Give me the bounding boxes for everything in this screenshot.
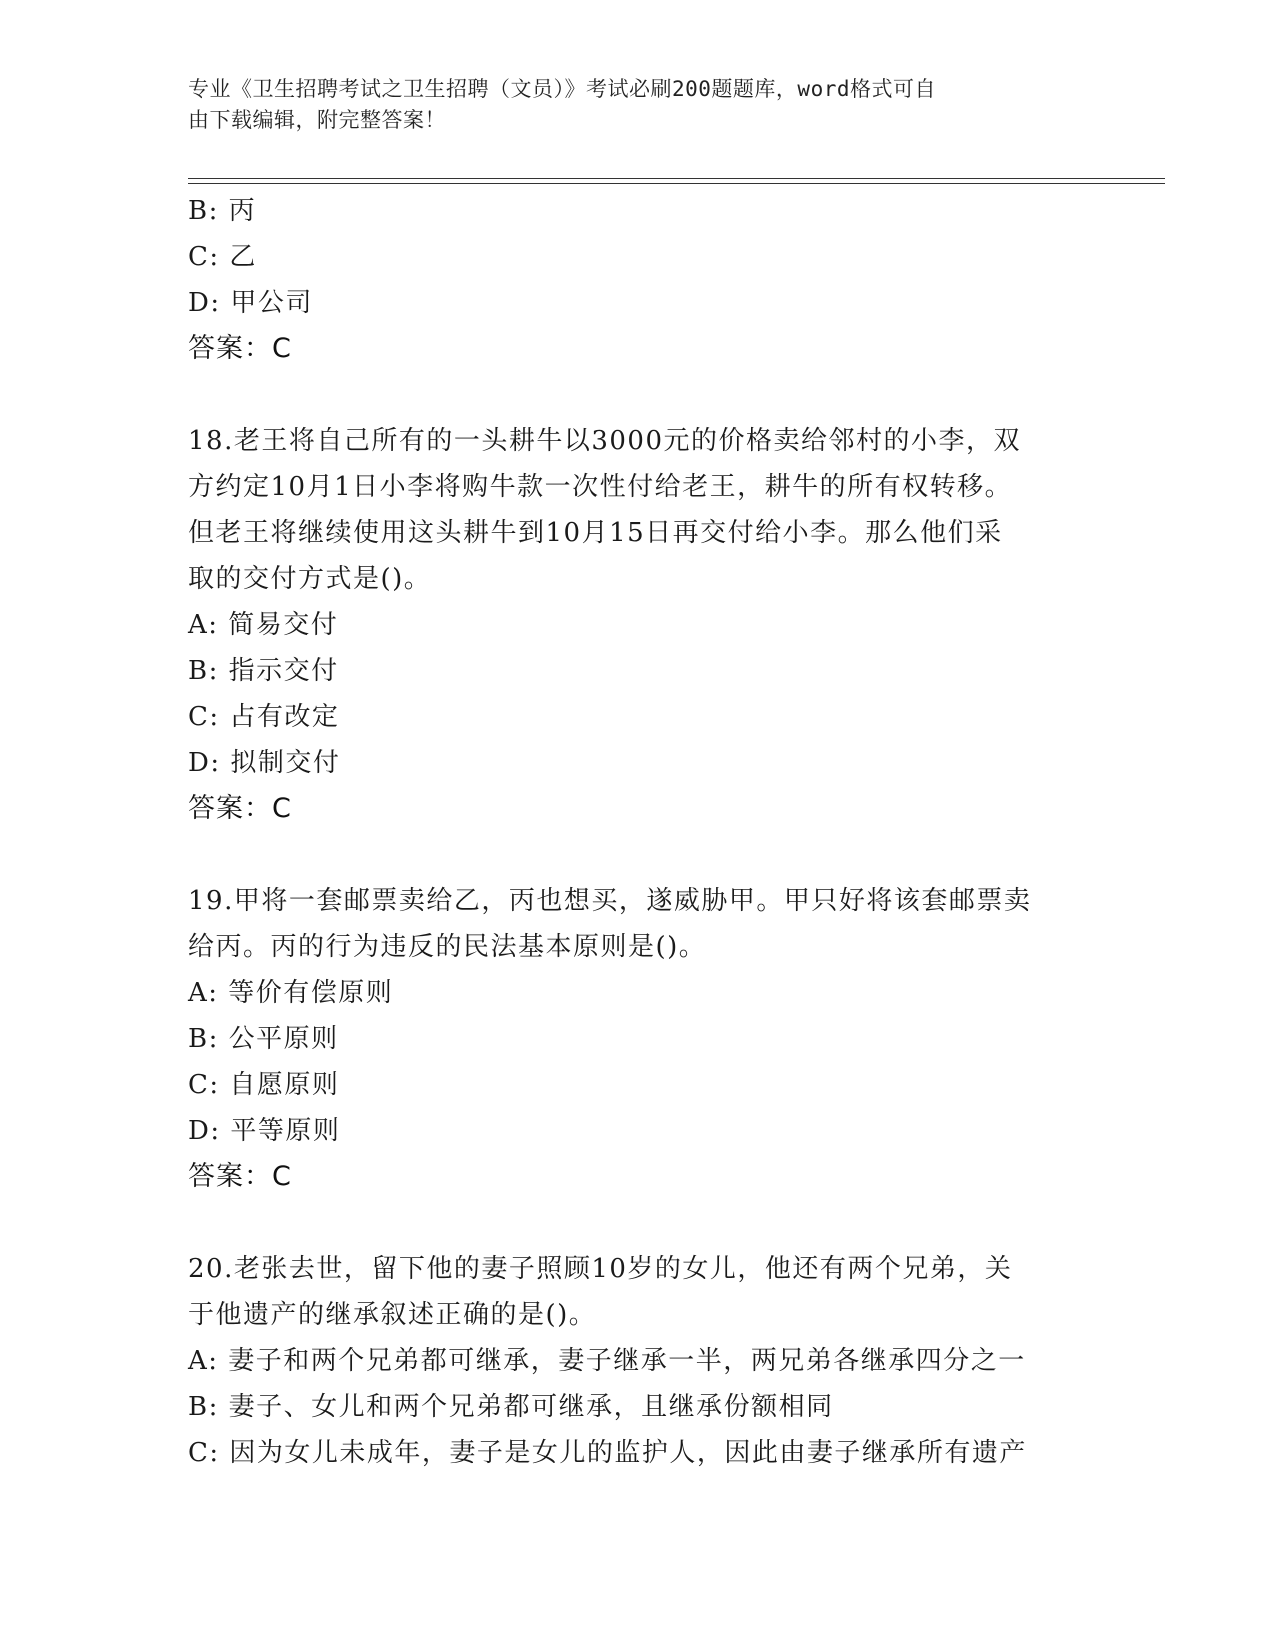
question-stem-line: 但老王将继续使用这头耕牛到10月15日再交付给小李。那么他们采 bbox=[188, 518, 1003, 548]
question-stem-line: 19.甲将一套邮票卖给乙，丙也想买，遂威胁甲。甲只好将该套邮票卖 bbox=[188, 886, 1032, 916]
question-stem-line: 于他遗产的继承叙述正确的是()。 bbox=[188, 1300, 597, 1330]
option-d: D: 甲公司 bbox=[188, 288, 313, 318]
option-c: C: 乙 bbox=[188, 242, 257, 272]
option-d: D: 拟制交付 bbox=[188, 748, 341, 778]
option-b: B: 指示交付 bbox=[188, 656, 339, 686]
option-c: C: 占有改定 bbox=[188, 702, 340, 732]
header-title-line-2: 由下载编辑，附完整答案！ bbox=[188, 108, 446, 132]
question-20 bbox=[188, 1246, 1088, 1476]
option-a: A: 等价有偿原则 bbox=[188, 978, 394, 1008]
question-stem-line: 取的交付方式是()。 bbox=[188, 564, 432, 594]
header-rule-top bbox=[188, 178, 1165, 179]
prev-question-tail bbox=[188, 188, 1088, 372]
document-body bbox=[188, 188, 1088, 1476]
header-rule-bottom bbox=[188, 183, 1165, 184]
answer: 答案：C bbox=[188, 333, 292, 364]
question-stem-line: 18.老王将自己所有的一头耕牛以3000元的价格卖给邻村的小李，双 bbox=[188, 426, 1022, 456]
option-a: A: 妻子和两个兄弟都可继承，妻子继承一半，两兄弟各继承四分之一 bbox=[188, 1346, 1026, 1376]
question-stem-line: 20.老张去世，留下他的妻子照顾10岁的女儿，他还有两个兄弟，关 bbox=[188, 1254, 1013, 1284]
option-b: B: 妻子、女儿和两个兄弟都可继承，且继承份额相同 bbox=[188, 1392, 834, 1422]
answer: 答案：C bbox=[188, 793, 292, 824]
question-18 bbox=[188, 418, 1088, 832]
answer: 答案：C bbox=[188, 1161, 292, 1192]
option-a: A: 简易交付 bbox=[188, 610, 339, 640]
question-stem-line: 方约定10月1日小李将购牛款一次性付给老王，耕牛的所有权转移。 bbox=[188, 472, 1013, 502]
question-19 bbox=[188, 878, 1088, 1200]
option-c: C: 自愿原则 bbox=[188, 1070, 340, 1100]
question-stem-line: 给丙。丙的行为违反的民法基本原则是()。 bbox=[188, 932, 707, 962]
header-title-line-1: 专业《卫生招聘考试之卫生招聘（文员）》考试必刷200题题库，word格式可自 bbox=[188, 77, 936, 101]
option-b: B: 公平原则 bbox=[188, 1024, 339, 1054]
document-header bbox=[188, 74, 1088, 136]
option-b: B: 丙 bbox=[188, 196, 257, 226]
option-d: D: 平等原则 bbox=[188, 1116, 341, 1146]
option-c: C: 因为女儿未成年，妻子是女儿的监护人，因此由妻子继承所有遗产 bbox=[188, 1438, 1027, 1468]
